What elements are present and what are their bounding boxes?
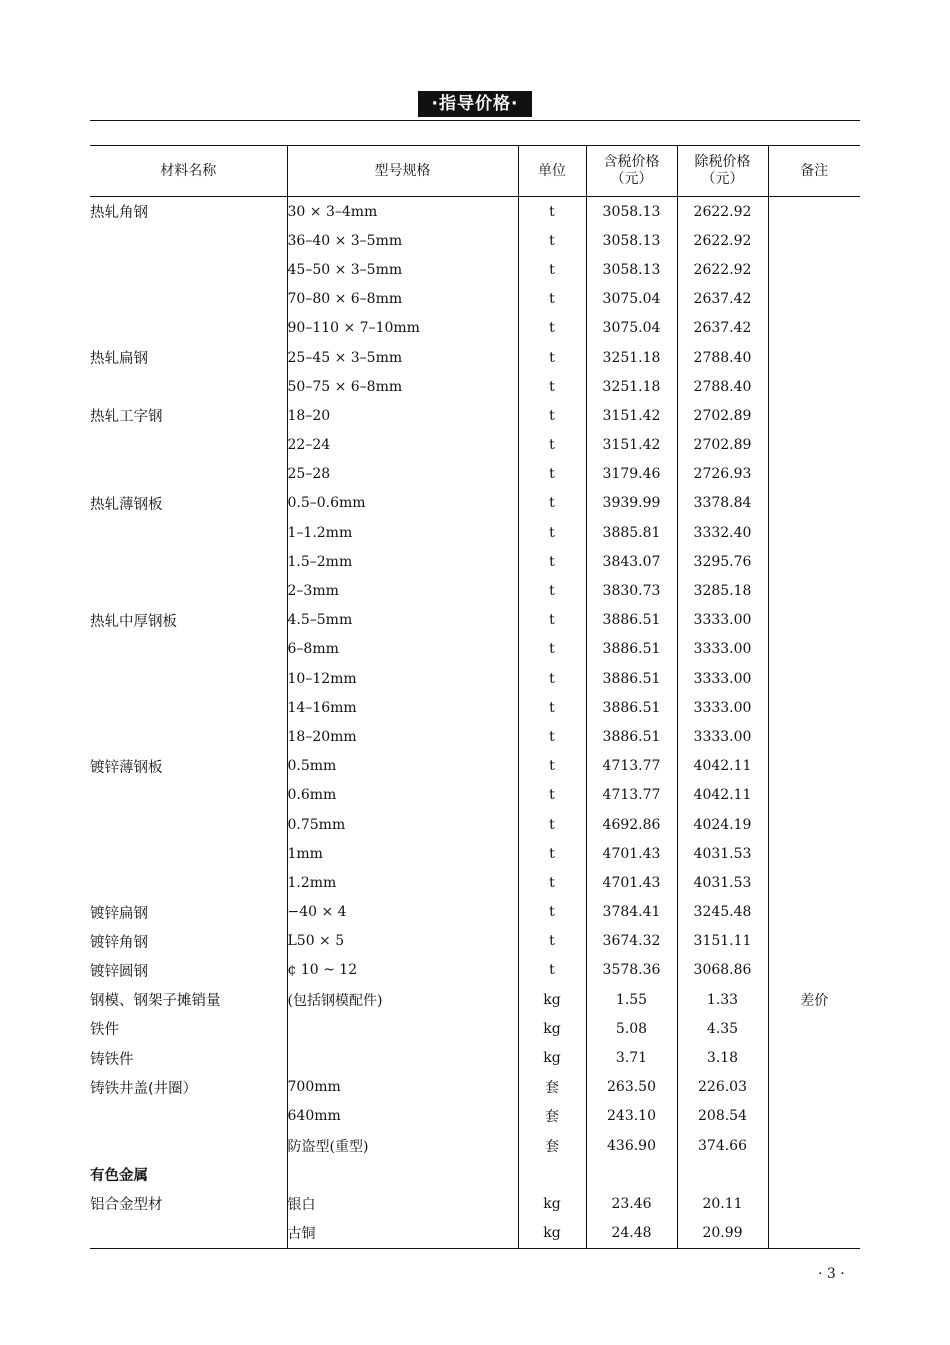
cell-notax-price: 2622.92 [677, 255, 768, 284]
cell-unit: t [518, 956, 586, 985]
cell-notax-price: 3245.48 [677, 898, 768, 927]
cell-note [768, 839, 860, 868]
cell-note [768, 547, 860, 576]
cell-notax-price: 208.54 [677, 1102, 768, 1131]
notax-price-unit: （元） [701, 171, 744, 187]
cell-name [90, 431, 287, 460]
cell-notax-price: 20.11 [677, 1189, 768, 1218]
cell-name: 铝合金型材 [90, 1197, 163, 1214]
tax-price-unit: （元） [610, 171, 653, 187]
cell-notax-price: 2788.40 [677, 372, 768, 401]
cell-tax-price: 3674.32 [586, 927, 677, 956]
col-header-unit: 单位 [518, 146, 586, 197]
cell-spec: L50 × 5 [287, 927, 518, 956]
cell-spec: 70–80 × 6–8mm [287, 285, 518, 314]
table-row [90, 314, 860, 343]
cell-note [768, 722, 860, 751]
cell-tax-price: 3886.51 [586, 635, 677, 664]
cell-name [90, 722, 287, 751]
cell-spec: (包括钢模配件) [287, 985, 518, 1014]
table-row [90, 226, 860, 255]
cell-notax-price: 2637.42 [677, 285, 768, 314]
cell-spec: 640mm [287, 1102, 518, 1131]
cell-spec [287, 1014, 518, 1043]
cell-tax-price: 3151.42 [586, 431, 677, 460]
cell-notax-price: 4024.19 [677, 810, 768, 839]
cell-notax-price: 3333.00 [677, 664, 768, 693]
cell-note [768, 693, 860, 722]
table-row [90, 255, 860, 284]
table-row [90, 1219, 860, 1249]
cell-spec: ¢ 10 ~ 12 [287, 956, 518, 985]
table-row [90, 781, 860, 810]
table-row [90, 1073, 860, 1102]
cell-spec: 银白 [287, 1189, 518, 1218]
cell-tax-price: 3578.36 [586, 956, 677, 985]
cell-tax-price: 3886.51 [586, 693, 677, 722]
cell-tax-price: 5.08 [586, 1014, 677, 1043]
cell-name: 镀锌圆钢 [90, 963, 148, 980]
cell-unit: t [518, 927, 586, 956]
table-row [90, 985, 860, 1014]
cell-tax-price: 3886.51 [586, 664, 677, 693]
cell-note [768, 1073, 860, 1102]
cell-unit: kg [518, 1219, 586, 1249]
cell-note [768, 1043, 860, 1072]
cell-tax-price [586, 1160, 677, 1189]
cell-tax-price: 263.50 [586, 1073, 677, 1102]
cell-name [90, 693, 287, 722]
cell-name [90, 839, 287, 868]
cell-note [768, 343, 860, 372]
cell-unit: t [518, 343, 586, 372]
cell-tax-price: 3843.07 [586, 547, 677, 576]
cell-tax-price: 3830.73 [586, 576, 677, 605]
cell-unit: t [518, 752, 586, 781]
cell-unit: t [518, 197, 586, 227]
cell-notax-price: 2726.93 [677, 460, 768, 489]
table-row [90, 1102, 860, 1131]
cell-notax-price: 3285.18 [677, 576, 768, 605]
cell-notax-price: 2637.42 [677, 314, 768, 343]
cell-tax-price: 243.10 [586, 1102, 677, 1131]
cell-name: 钢模、钢架子摊销量 [90, 993, 221, 1010]
table-row [90, 664, 860, 693]
page-section-title: ·指导价格· [418, 91, 533, 117]
cell-spec: 0.5mm [287, 752, 518, 781]
cell-tax-price: 3179.46 [586, 460, 677, 489]
table-row [90, 722, 860, 751]
table-row [90, 898, 860, 927]
cell-name: 热轧中厚钢板 [90, 613, 177, 630]
cell-unit: kg [518, 1014, 586, 1043]
table-row [90, 431, 860, 460]
cell-notax-price: 4031.53 [677, 868, 768, 897]
col-header-notax-price [677, 146, 768, 197]
cell-unit: 套 [518, 1131, 586, 1160]
cell-notax-price: 2622.92 [677, 226, 768, 255]
cell-note [768, 401, 860, 430]
table-row [90, 285, 860, 314]
col-header-note: 备注 [768, 146, 860, 197]
cell-notax-price: 3068.86 [677, 956, 768, 985]
cell-unit: t [518, 401, 586, 430]
table-row [90, 752, 860, 781]
cell-spec: 1.5–2mm [287, 547, 518, 576]
cell-name: 铁件 [90, 1022, 119, 1039]
cell-tax-price: 4701.43 [586, 868, 677, 897]
cell-spec: 10–12mm [287, 664, 518, 693]
cell-notax-price: 3333.00 [677, 606, 768, 635]
cell-note [768, 1219, 860, 1249]
table-row [90, 401, 860, 430]
cell-notax-price: 374.66 [677, 1131, 768, 1160]
cell-name [90, 810, 287, 839]
cell-name: 镀锌扁钢 [90, 905, 148, 922]
cell-name: 热轧扁钢 [90, 351, 148, 368]
price-table [90, 145, 860, 1249]
cell-tax-price: 3886.51 [586, 606, 677, 635]
cell-tax-price: 3.71 [586, 1043, 677, 1072]
cell-notax-price: 1.33 [677, 985, 768, 1014]
table-row [90, 489, 860, 518]
cell-notax-price: 4042.11 [677, 781, 768, 810]
col-header-name: 材料名称 [90, 146, 287, 197]
cell-note [768, 868, 860, 897]
cell-notax-price: 3378.84 [677, 489, 768, 518]
cell-note [768, 197, 860, 227]
cell-tax-price: 436.90 [586, 1131, 677, 1160]
cell-name [90, 635, 287, 664]
cell-spec: −40 × 4 [287, 898, 518, 927]
cell-note [768, 664, 860, 693]
cell-unit: t [518, 226, 586, 255]
cell-note [768, 226, 860, 255]
cell-note [768, 927, 860, 956]
table-row [90, 1014, 860, 1043]
cell-unit: t [518, 606, 586, 635]
cell-spec: 18–20 [287, 401, 518, 430]
cell-spec: 18–20mm [287, 722, 518, 751]
cell-tax-price: 23.46 [586, 1189, 677, 1218]
table-row [90, 1131, 860, 1160]
cell-note [768, 1160, 860, 1189]
cell-tax-price: 3939.99 [586, 489, 677, 518]
cell-note [768, 810, 860, 839]
cell-spec: 14–16mm [287, 693, 518, 722]
cell-name [90, 576, 287, 605]
cell-name [90, 868, 287, 897]
cell-notax-price: 2702.89 [677, 431, 768, 460]
cell-note: 差价 [768, 985, 860, 1014]
cell-notax-price: 3333.00 [677, 693, 768, 722]
cell-notax-price: 3333.00 [677, 635, 768, 664]
cell-unit: t [518, 664, 586, 693]
cell-tax-price: 4692.86 [586, 810, 677, 839]
cell-tax-price: 4713.77 [586, 752, 677, 781]
table-row [90, 868, 860, 897]
cell-tax-price: 3885.81 [586, 518, 677, 547]
cell-name: 镀锌角钢 [90, 934, 148, 951]
cell-tax-price: 3058.13 [586, 197, 677, 227]
cell-notax-price: 4042.11 [677, 752, 768, 781]
cell-tax-price: 3251.18 [586, 343, 677, 372]
cell-spec [287, 1043, 518, 1072]
cell-tax-price: 4713.77 [586, 781, 677, 810]
table-row [90, 635, 860, 664]
cell-spec: 45–50 × 3–5mm [287, 255, 518, 284]
cell-spec: 25–45 × 3–5mm [287, 343, 518, 372]
cell-note [768, 1014, 860, 1043]
cell-tax-price: 3075.04 [586, 314, 677, 343]
cell-spec: 1.2mm [287, 868, 518, 897]
cell-notax-price: 3332.40 [677, 518, 768, 547]
cell-spec: 古铜 [287, 1219, 518, 1249]
cell-unit: t [518, 868, 586, 897]
cell-note [768, 460, 860, 489]
cell-tax-price: 1.55 [586, 985, 677, 1014]
cell-name: 热轧角钢 [90, 205, 148, 222]
cell-tax-price: 3058.13 [586, 255, 677, 284]
cell-unit: t [518, 255, 586, 284]
cell-name [90, 518, 287, 547]
cell-tax-price: 3058.13 [586, 226, 677, 255]
table-row [90, 197, 860, 227]
notax-price-label: 除税价格 [694, 154, 751, 170]
cell-note [768, 752, 860, 781]
cell-note [768, 372, 860, 401]
cell-spec: 1–1.2mm [287, 518, 518, 547]
cell-spec: 90–110 × 7–10mm [287, 314, 518, 343]
col-header-spec: 型号规格 [287, 146, 518, 197]
cell-spec: 22–24 [287, 431, 518, 460]
cell-note [768, 1189, 860, 1218]
cell-notax-price: 2788.40 [677, 343, 768, 372]
cell-unit: t [518, 314, 586, 343]
table-row [90, 1160, 860, 1189]
col-header-tax-price [586, 146, 677, 197]
cell-notax-price: 2622.92 [677, 197, 768, 227]
cell-note [768, 518, 860, 547]
cell-notax-price: 3295.76 [677, 547, 768, 576]
table-row [90, 518, 860, 547]
cell-notax-price [677, 1160, 768, 1189]
cell-unit: t [518, 781, 586, 810]
cell-unit: t [518, 431, 586, 460]
cell-note [768, 781, 860, 810]
table-header-row [90, 146, 860, 197]
cell-note [768, 576, 860, 605]
cell-notax-price: 4.35 [677, 1014, 768, 1043]
cell-spec: 36–40 × 3–5mm [287, 226, 518, 255]
cell-tax-price: 3784.41 [586, 898, 677, 927]
cell-unit: 套 [518, 1073, 586, 1102]
cell-name [90, 547, 287, 576]
cell-notax-price: 20.99 [677, 1219, 768, 1249]
cell-unit: t [518, 839, 586, 868]
cell-unit: 套 [518, 1102, 586, 1131]
cell-name [90, 781, 287, 810]
cell-unit: t [518, 518, 586, 547]
cell-tax-price: 24.48 [586, 1219, 677, 1249]
cell-tax-price: 3251.18 [586, 372, 677, 401]
cell-name [90, 372, 287, 401]
cell-name: 铸铁井盖(井圈） [90, 1080, 198, 1097]
cell-name [90, 314, 287, 343]
cell-name [90, 460, 287, 489]
table-row [90, 810, 860, 839]
cell-notax-price: 2702.89 [677, 401, 768, 430]
cell-tax-price: 3886.51 [586, 722, 677, 751]
cell-note [768, 606, 860, 635]
cell-spec: 2–3mm [287, 576, 518, 605]
cell-name [90, 664, 287, 693]
cell-spec: 50–75 × 6–8mm [287, 372, 518, 401]
cell-name [90, 1219, 287, 1249]
cell-spec: 700mm [287, 1073, 518, 1102]
cell-spec: 0.6mm [287, 781, 518, 810]
cell-spec: 30 × 3–4mm [287, 197, 518, 227]
cell-unit: t [518, 285, 586, 314]
cell-spec [287, 1160, 518, 1189]
table-row [90, 576, 860, 605]
cell-spec: 0.5–0.6mm [287, 489, 518, 518]
cell-notax-price: 3151.11 [677, 927, 768, 956]
cell-name [90, 226, 287, 255]
cell-notax-price: 3.18 [677, 1043, 768, 1072]
table-row [90, 839, 860, 868]
cell-unit: t [518, 722, 586, 751]
cell-notax-price: 4031.53 [677, 839, 768, 868]
cell-tax-price: 3075.04 [586, 285, 677, 314]
cell-note [768, 285, 860, 314]
table-row [90, 1043, 860, 1072]
cell-name [90, 255, 287, 284]
cell-tax-price: 4701.43 [586, 839, 677, 868]
cell-name: 热轧工字钢 [90, 409, 163, 426]
cell-unit: t [518, 372, 586, 401]
cell-note [768, 255, 860, 284]
table-row [90, 372, 860, 401]
cell-unit: t [518, 635, 586, 664]
cell-note [768, 956, 860, 985]
cell-spec: 4.5–5mm [287, 606, 518, 635]
cell-name [90, 1102, 287, 1131]
cell-name [90, 1131, 287, 1160]
table-row [90, 343, 860, 372]
cell-note [768, 314, 860, 343]
cell-tax-price: 3151.42 [586, 401, 677, 430]
cell-name: 热轧薄钢板 [90, 496, 163, 513]
cell-notax-price: 226.03 [677, 1073, 768, 1102]
page-number: · 3 · [818, 1266, 845, 1282]
table-row [90, 547, 860, 576]
cell-note [768, 635, 860, 664]
cell-unit: t [518, 576, 586, 605]
cell-name: 镀锌薄钢板 [90, 759, 163, 776]
cell-name: 铸铁件 [90, 1051, 134, 1068]
table-row [90, 927, 860, 956]
cell-spec: 6–8mm [287, 635, 518, 664]
cell-unit: kg [518, 985, 586, 1014]
cell-unit: t [518, 810, 586, 839]
tax-price-label: 含税价格 [603, 154, 660, 170]
top-rule [90, 120, 860, 121]
cell-unit: kg [518, 1043, 586, 1072]
cell-note [768, 1131, 860, 1160]
cell-unit: t [518, 460, 586, 489]
cell-unit: t [518, 693, 586, 722]
cell-note [768, 898, 860, 927]
table-row [90, 606, 860, 635]
table-row [90, 956, 860, 985]
cell-notax-price: 3333.00 [677, 722, 768, 751]
cell-spec: 防盗型(重型) [287, 1131, 518, 1160]
cell-name [90, 285, 287, 314]
cell-note [768, 489, 860, 518]
table-row [90, 1189, 860, 1218]
cell-unit: kg [518, 1189, 586, 1218]
cell-unit: t [518, 898, 586, 927]
cell-spec: 25–28 [287, 460, 518, 489]
table-row [90, 693, 860, 722]
cell-unit: t [518, 489, 586, 518]
cell-unit [518, 1160, 586, 1189]
cell-unit: t [518, 547, 586, 576]
cell-name: 有色金属 [90, 1168, 148, 1185]
cell-spec: 0.75mm [287, 810, 518, 839]
cell-note [768, 1102, 860, 1131]
cell-note [768, 431, 860, 460]
table-row [90, 460, 860, 489]
cell-spec: 1mm [287, 839, 518, 868]
